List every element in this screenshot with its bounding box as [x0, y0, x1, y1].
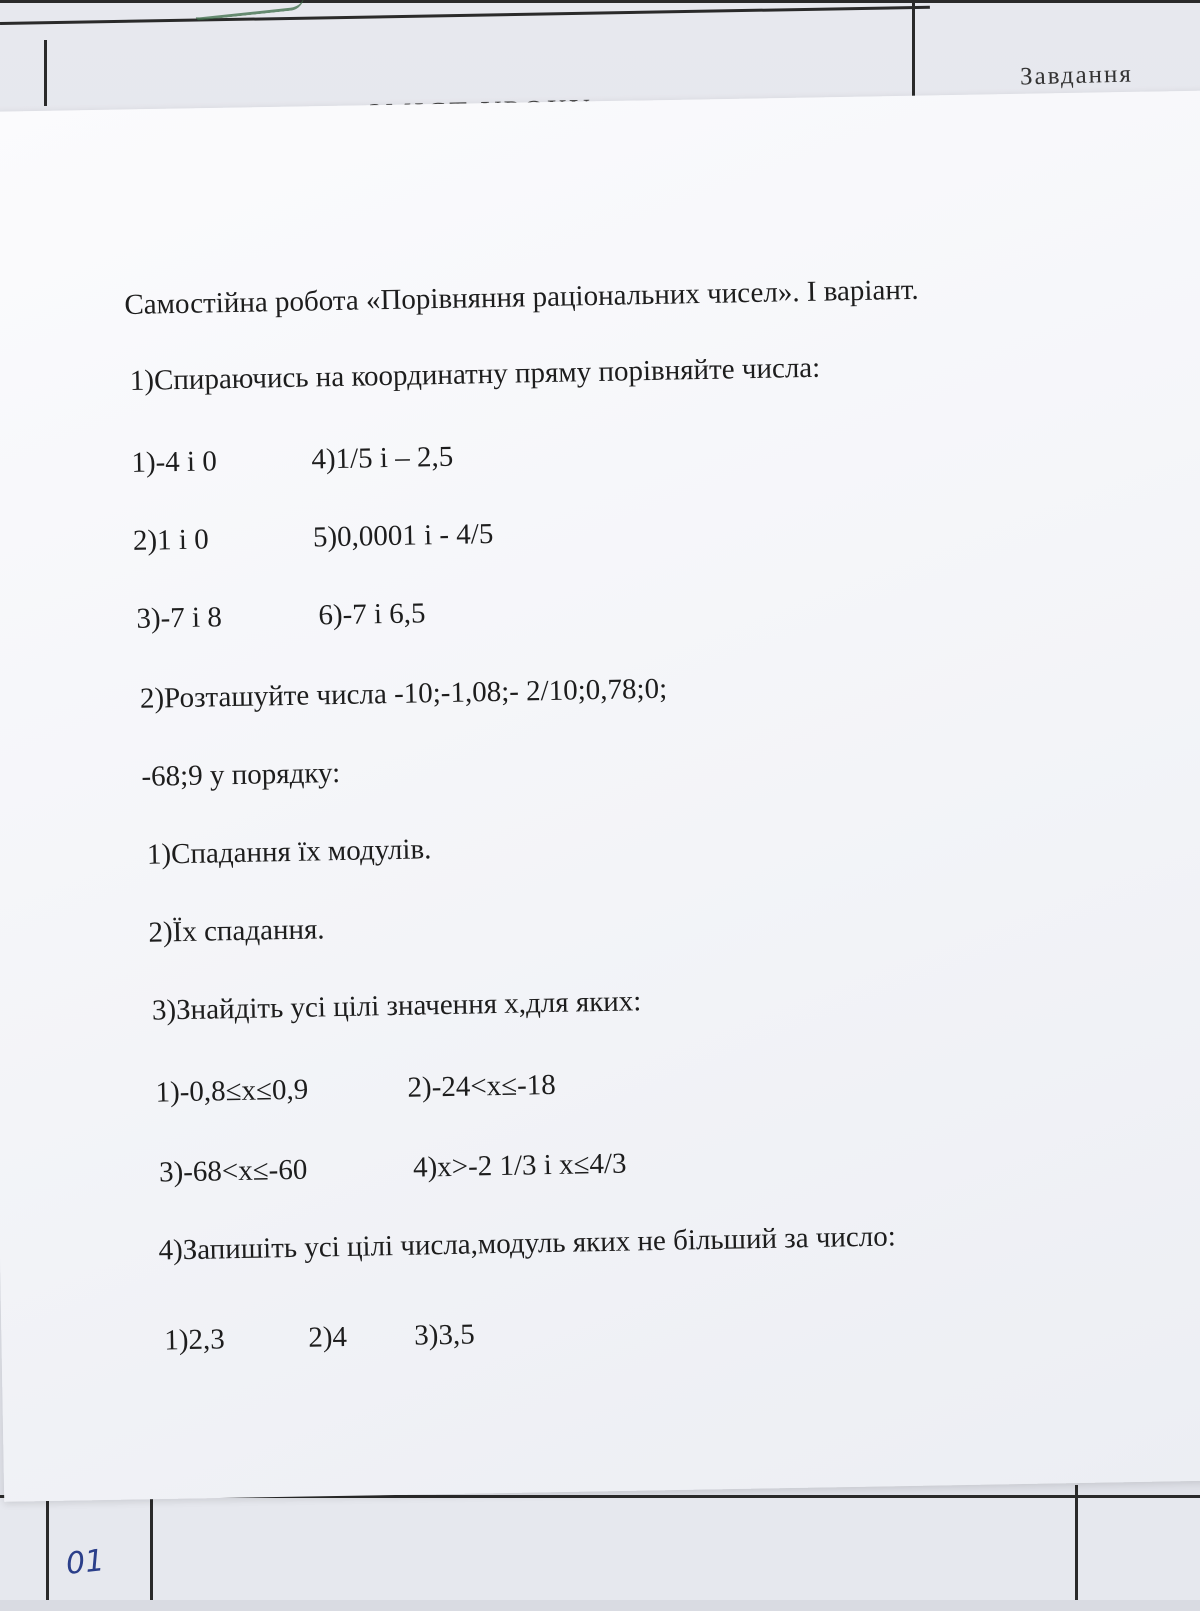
- task4-item: 1)2,3: [163, 1323, 226, 1357]
- task1-item: 4)1/5 і – 2,5: [311, 440, 454, 476]
- task3-item: 4)x>-2 1/3 і x≤4/3: [412, 1147, 627, 1184]
- task1-heading: 1)Спираючись на координатну пряму порівняйте числа:: [129, 351, 821, 397]
- task1-item: 1)-4 і 0: [131, 445, 218, 479]
- task3-heading: 3)Знайдіть усі цілі значення x,для яких:: [151, 985, 642, 1027]
- task4-item: 2)4: [307, 1320, 348, 1354]
- task1-item: 5)0,0001 і - 4/5: [312, 518, 494, 554]
- handwritten-note: 01: [64, 1543, 106, 1582]
- task1-item: 2)1 і 0: [132, 523, 209, 557]
- task1-item: 3)-7 і 8: [136, 601, 223, 635]
- task4-item: 3)3,5: [413, 1318, 475, 1352]
- task2-item: 2)Їх спадання.: [148, 913, 325, 949]
- task3-item: 2)-24<x≤-18: [407, 1068, 557, 1104]
- task1-item: 6)-7 і 6,5: [318, 597, 426, 632]
- task3-item: 3)-68<x≤-60: [158, 1153, 308, 1189]
- task2-item: 1)Спадання їх модулів.: [146, 833, 432, 871]
- tasks-column-label: Завдання: [1019, 60, 1134, 91]
- task2-heading: 2)Розташуйте числа -10;-1,08;- 2/10;0,78;0;: [139, 672, 668, 715]
- task2-heading-continued: -68;9 у порядку:: [141, 756, 341, 793]
- worksheet-title: Самостійна робота «Порівняння раціональних чисел». I варіант.: [124, 273, 919, 322]
- task3-item: 1)-0,8≤x≤0,9: [155, 1073, 309, 1109]
- task4-heading: 4)Запишіть усі цілі числа,модуль яких не більший за число:: [158, 1220, 897, 1267]
